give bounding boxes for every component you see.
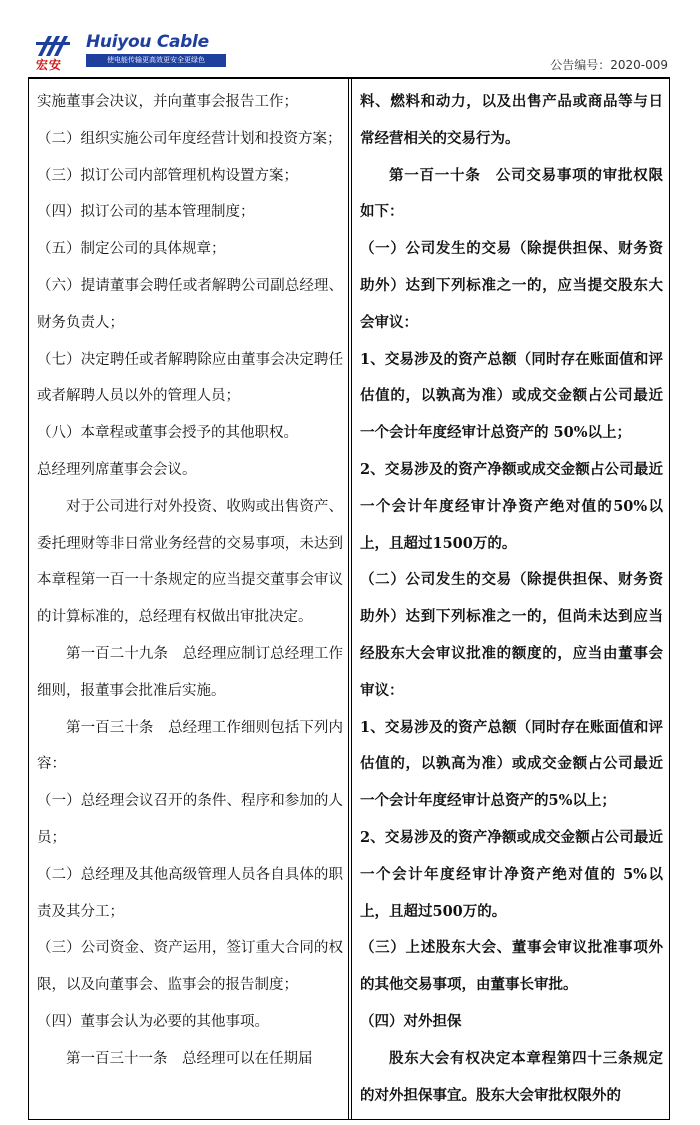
article-paragraph: 第一百三十一条 总经理可以在任期届 [66,1050,313,1067]
paragraph: 2、交易涉及的资产净额或成交金额占公司最近一个会计年度经审计净资产绝对值的 5%以上，且超过500万的。 [360,828,663,920]
paragraph: （一）总经理会议召开的条件、程序和参加的人员； [37,793,343,846]
column-divider [348,79,352,1119]
paragraph: （四）董事会认为必要的其他事项。 [37,1013,269,1030]
logo-tagline: 使电能传输更高效更安全更绿色 [86,54,226,67]
left-column [37,84,343,1078]
paragraph: 1、交易涉及的资产总额（同时存在账面值和评估值的，以孰高为准）或成交金额占公司最近一个会计年度经审计总资产的 50%以上； [360,350,663,442]
paragraph: （二）公司发生的交易（除提供担保、财务资助外）达到下列标准之一的，但尚未达到应当经股东大会审议批准的额度的，应当由董事会审议： [360,571,663,699]
paragraph: 料、燃料和动力，以及出售产品或商品等与日常经营相关的交易行为。 [360,93,663,147]
paragraph: （六）提请董事会聘任或者解聘公司副总经理、财务负责人； [37,277,343,331]
article-paragraph: 第一百三十条 总经理工作细则包括下列内容： [37,719,343,773]
logo-chinese-name: 宏安 [36,58,63,72]
paragraph: （三）公司资金、资产运用，签订重大合同的权限，以及向董事会、监事会的报告制度； [37,940,343,994]
logo-mark-icon [36,32,72,58]
paragraph: （二）总经理及其他高级管理人员各自具体的职责及其分工； [37,866,343,920]
right-column [360,84,663,1114]
paragraph: （八）本章程或董事会授予的其他职权。 [37,425,298,442]
paragraph: （五）制定公司的具体规章； [37,241,226,258]
page-header [0,0,700,80]
paragraph: 1、交易涉及的资产总额（同时存在账面值和评估值的，以孰高为准）或成交金额占公司最近一个会计年度经审计总资产的5%以上； [360,718,663,810]
paragraph: （一）公司发生的交易（除提供担保、财务资助外）达到下列标准之一的，应当提交股东大会审议： [360,240,663,331]
logo-brand-name: Huiyou Cable [86,32,209,52]
notice-number: 公告编号：2020-009 [550,58,668,72]
paragraph: （二）组织实施公司年度经营计划和投资方案； [37,130,342,147]
paragraph: 股东大会有权决定本章程第四十三条规定的对外担保事宜。股东大会审批权限外的 [360,1049,663,1104]
article-paragraph: 第一百一十条 公司交易事项的审批权限如下： [360,166,663,221]
paragraph: 2、交易涉及的资产净额或成交金额占公司最近一个会计年度经审计净资产绝对值的50%以上，且超过1500万的。 [360,460,663,552]
company-logo [28,30,228,72]
paragraph: 总经理列席董事会会议。 [37,461,197,478]
paragraph: （三）拟订公司内部管理机构设置方案； [37,167,298,184]
paragraph: （四）拟订公司的基本管理制度； [37,204,255,221]
paragraph: （三）上述股东大会、董事会审议批准事项外的其他交易事项，由董事长审批。 [360,939,663,994]
paragraph: 对于公司进行对外投资、收购或出售资产、委托理财等非日常业务经营的交易事项，未达到本章程第一百一十条规定的应当提交董事会审议的计算标准的，总经理有权做出审批决定。 [37,498,343,626]
table-bottom-border [28,1119,670,1120]
paragraph: 实施董事会决议，并向董事会报告工作； [37,94,298,110]
comparison-table [28,79,670,1119]
paragraph: （七）决定聘任或者解聘除应由董事会决定聘任或者解聘人员以外的管理人员； [37,351,343,405]
article-paragraph: 第一百二十九条 总经理应制订总经理工作细则，报董事会批准后实施。 [37,645,343,699]
paragraph: （四）对外担保 [360,1012,462,1030]
